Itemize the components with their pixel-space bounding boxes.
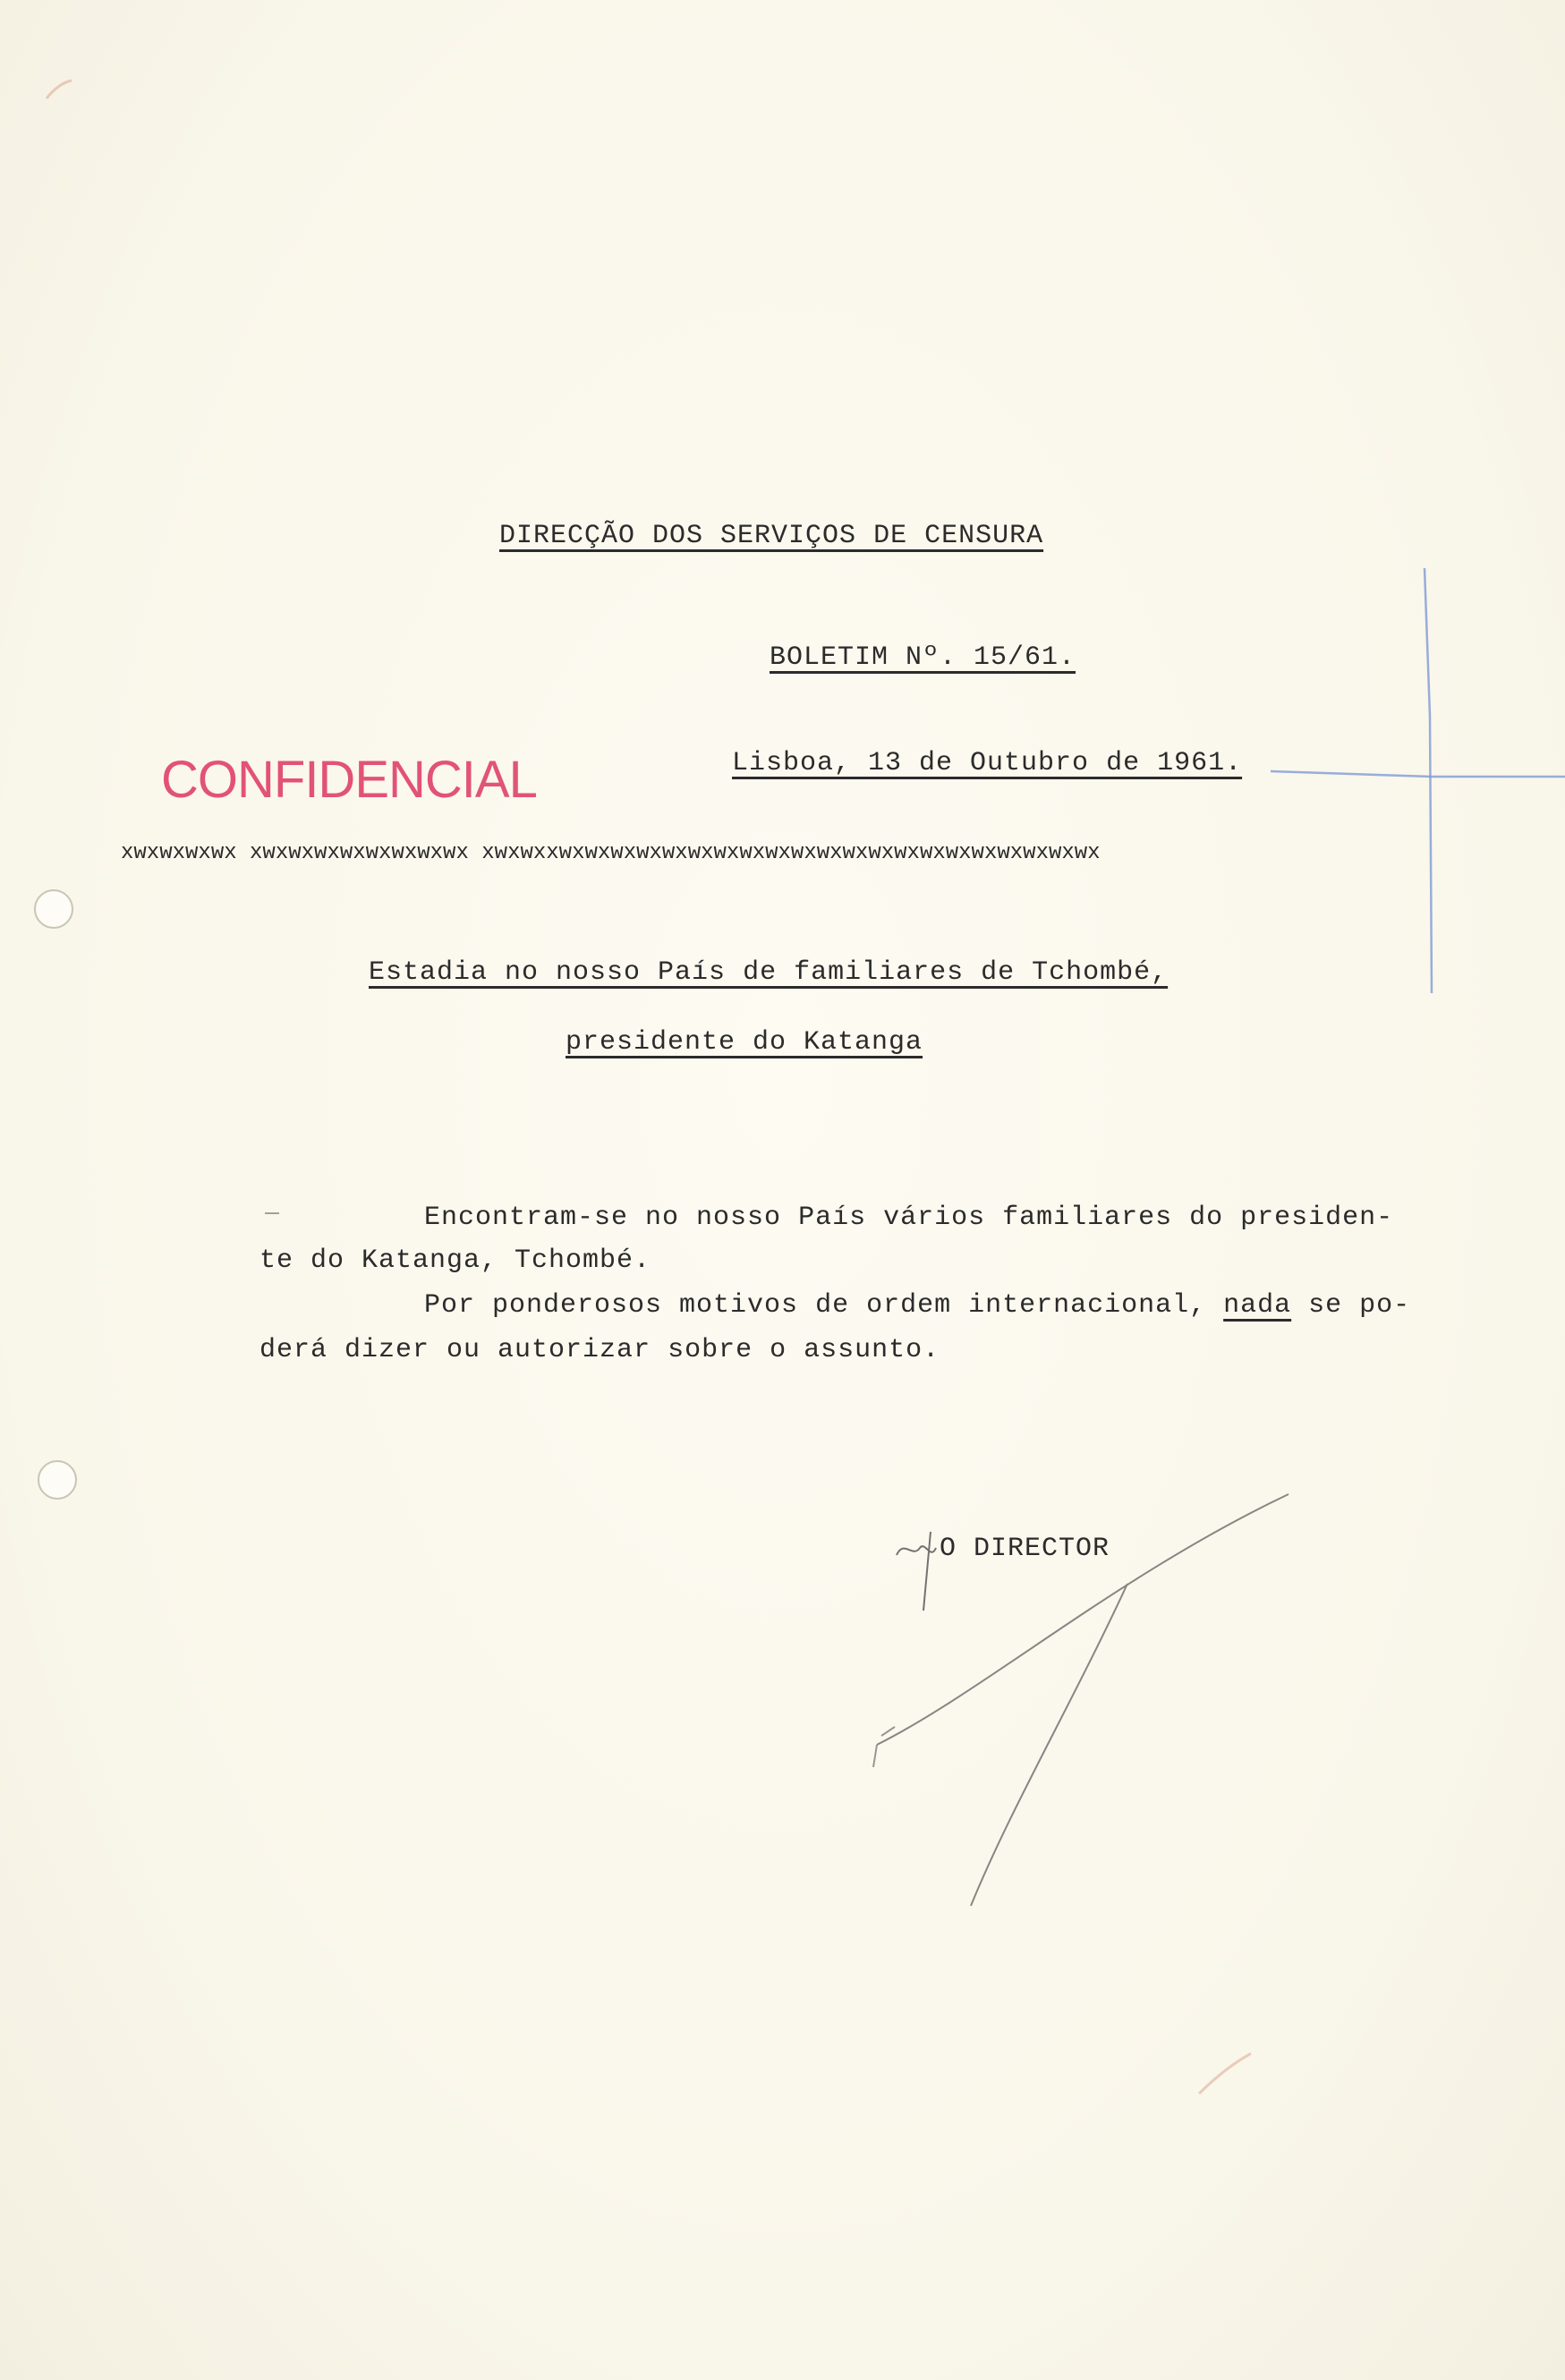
body-paragraph-1-line-1: Encontram-se no nosso País vários familiares do presiden- bbox=[424, 1203, 1394, 1233]
subject-line-1: Estadia no nosso País de familiares de Tchombé, bbox=[369, 957, 1169, 988]
body-text-segment: Por ponderosos motivos de ordem internacional, bbox=[424, 1290, 1224, 1321]
blue-pencil-horizontal-line bbox=[1271, 771, 1565, 777]
subject-line-2: presidente do Katanga bbox=[566, 1027, 923, 1058]
typed-separator: xwxwxwxwx xwxwxwxwxwxwxwxwx xwxwxxwxwxwxwxwxwxwxwxwxwxwxwxwxwxwxwxwxwxwxwxwx bbox=[121, 841, 1101, 865]
bulletin-number: BOLETIM Nº. 15/61. bbox=[770, 642, 1076, 673]
blue-pencil-vertical-line bbox=[1425, 568, 1432, 993]
body-text-segment: se po- bbox=[1291, 1290, 1411, 1321]
body-paragraph-1-line-2: te do Katanga, Tchombé. bbox=[259, 1245, 651, 1276]
signature-stroke bbox=[877, 1494, 1289, 1906]
signature-hook bbox=[873, 1727, 895, 1767]
confidential-stamp: CONFIDENCIAL bbox=[161, 751, 537, 809]
signature-scribble bbox=[897, 1532, 936, 1611]
margin-smudge-bottom bbox=[1199, 2053, 1251, 2094]
margin-smudge bbox=[47, 81, 72, 98]
emphasis-nada: nada bbox=[1223, 1290, 1292, 1321]
director-title: O DIRECTOR bbox=[940, 1534, 1110, 1564]
place-date: Lisboa, 13 de Outubro de 1961. bbox=[732, 748, 1243, 778]
body-paragraph-2-line-2: derá dizer ou autorizar sobre o assunto. bbox=[259, 1335, 940, 1365]
department-heading: DIRECÇÃO DOS SERVIÇOS DE CENSURA bbox=[499, 521, 1044, 551]
